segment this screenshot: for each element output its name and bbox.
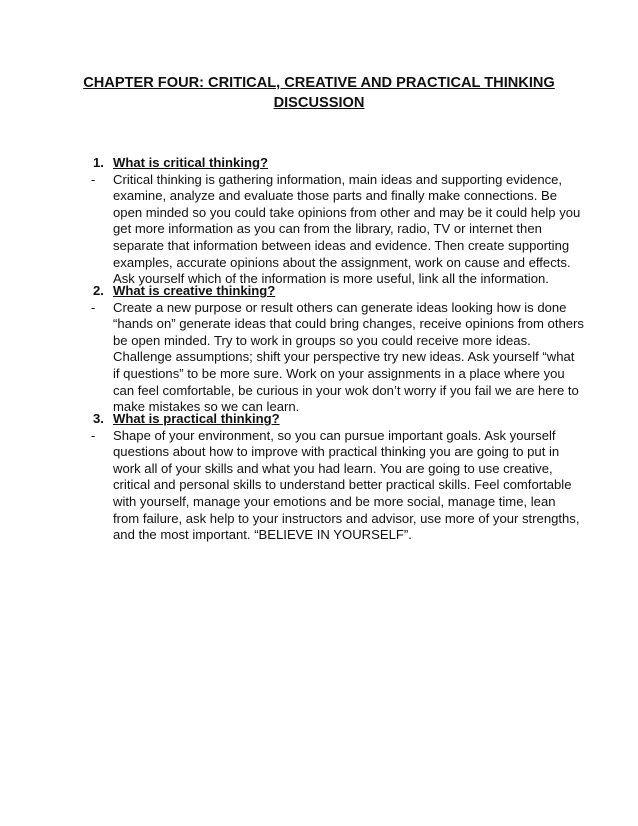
question-heading	[88, 283, 568, 300]
question-text: What is practical thinking?	[113, 411, 280, 426]
section-practical-thinking	[88, 411, 580, 544]
answer-line: get more information as you can from the library, radio, TV or internet then	[113, 221, 542, 237]
document-title	[60, 73, 578, 113]
question-number: 2.	[93, 283, 104, 298]
answer-line: questions about how to improve with practical thinking you are going to put in	[113, 444, 560, 460]
answer-block	[88, 171, 581, 288]
answer-line: Ask yourself which of the information is more useful, link all the information.	[113, 271, 549, 287]
answer-line: critical and personal skills to understand better practical skills. Feel comfortable	[113, 477, 572, 493]
question-heading	[88, 411, 568, 428]
question-number: 1.	[93, 155, 104, 170]
answer-line: examine, analyze and evaluate those parts and finally make connections. Be	[113, 188, 558, 204]
question-heading	[88, 155, 568, 172]
answer-line: can feel comfortable, be curious in your wok don’t worry if you fail we are here to	[113, 382, 579, 398]
answer-line: examples, accurate opinions about the assignment, work on cause and effects.	[113, 254, 571, 270]
section-creative-thinking	[88, 283, 584, 416]
answer-line: and the most important. “BELIEVE IN YOURSELF”.	[113, 527, 412, 543]
answer-line: if questions” to be more sure. Work on your assignments in a place where you	[113, 365, 565, 381]
bullet-dash: -	[91, 299, 96, 315]
answer-line: work all of your skills and what you had learn. You are going to use creative,	[113, 460, 553, 476]
answer-line: with yourself, manage your emotions and be more social, manage time, lean	[113, 493, 556, 509]
section-critical-thinking	[88, 155, 581, 288]
answer-line: “hands on” generate ideas that could bring changes, receive opinions from others	[113, 316, 584, 332]
answer-line: make mistakes so we can learn.	[113, 399, 300, 415]
answer-line: Shape of your environment, so you can pursue important goals. Ask yourself	[113, 427, 556, 443]
title-line-2: DISCUSSION	[273, 95, 365, 111]
answer-line: open minded so you could take opinions from other and may be it could help you	[113, 204, 581, 220]
question-number: 3.	[93, 411, 104, 426]
answer-line: Critical thinking is gathering information, main ideas and supporting evidence,	[113, 171, 563, 187]
answer-line: separate that information between ideas and evidence. Then create supporting	[113, 237, 570, 253]
question-text: What is critical thinking?	[113, 155, 268, 170]
answer-line: be open minded. Try to work in groups so you could receive more ideas.	[113, 332, 531, 348]
answer-block	[88, 299, 584, 416]
answer-line: Challenge assumptions; shift your perspective try new ideas. Ask yourself “what	[113, 349, 575, 365]
question-text: What is creative thinking?	[113, 283, 276, 298]
answer-block	[88, 427, 580, 544]
answer-line: from failure, ask help to your instructors and advisor, use more of your strengths,	[113, 510, 580, 526]
answer-line: Create a new purpose or result others can generate ideas looking how is done	[113, 299, 567, 315]
bullet-dash: -	[91, 427, 96, 443]
bullet-dash: -	[91, 171, 96, 187]
title-line-1: CHAPTER FOUR: CRITICAL, CREATIVE AND PRACTICAL THINKING	[83, 75, 555, 91]
